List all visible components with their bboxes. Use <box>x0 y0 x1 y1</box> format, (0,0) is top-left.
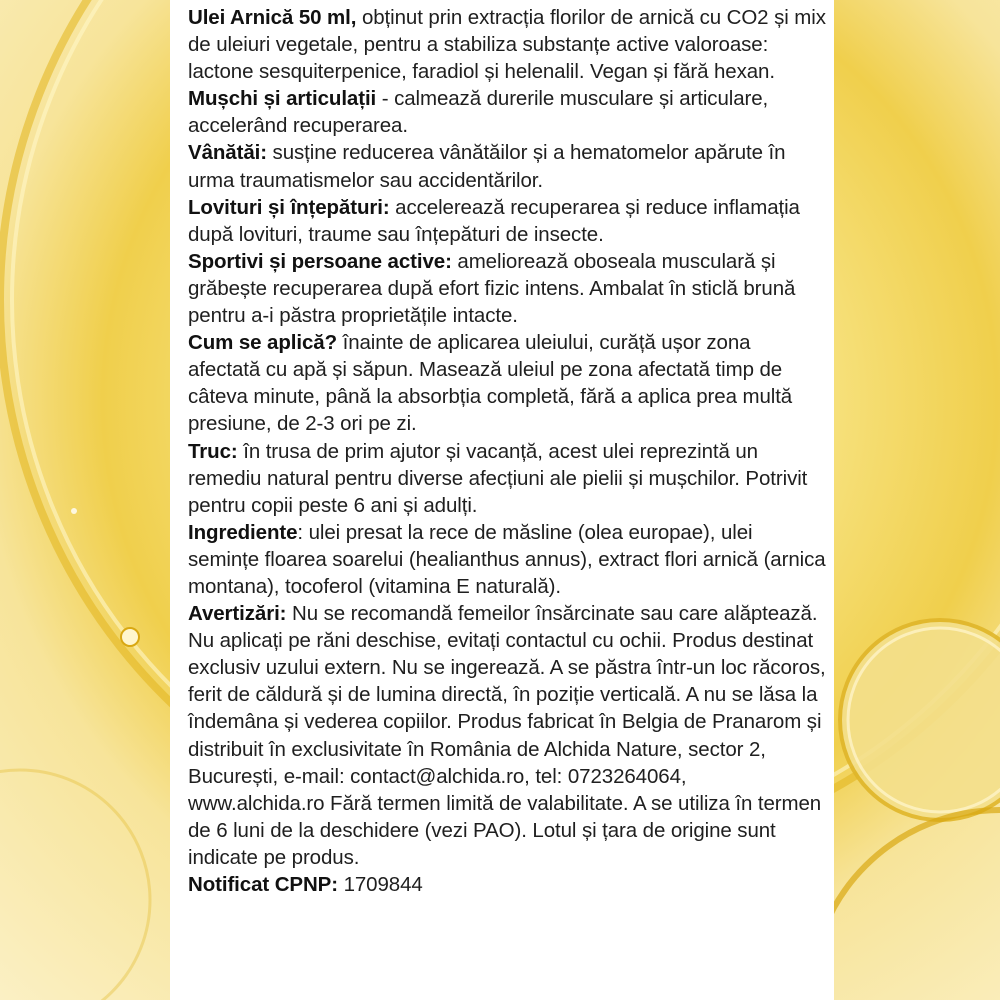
text-cpnp: 1709844 <box>337 873 423 896</box>
text-athletes: ameliorează oboseala musculară și grăbește recuperarea după efort fizic intens. Ambalat în sticlă brună pentru a-i păstra proprietățile intacte. <box>188 249 796 328</box>
paragraph-ingredients <box>188 519 828 600</box>
label-athletes: Sportivi și persoane active: <box>188 249 452 273</box>
paragraph-tip <box>188 438 828 519</box>
label-product-name: Ulei Arnică 50 ml, <box>188 6 357 29</box>
paragraph-warnings <box>188 600 828 871</box>
paragraph-athletes <box>188 248 828 329</box>
paragraph-cpnp <box>188 871 828 898</box>
text-bruises: susține reducerea vânătăilor și a hematomelor apărute în urma traumatismelor sau accidentărilor. <box>188 141 786 192</box>
text-product-intro: obținut prin extracția florilor de arnică cu CO2 și mix de uleiuri vegetale, pentru a stabiliza substanțe active valoroase: lactone sesquiterpenice, faradiol și helenalil. Vegan și fără hexan. <box>188 6 826 84</box>
label-tip: Truc: <box>188 439 238 463</box>
paragraph-muscles-joints <box>188 85 828 139</box>
text-muscles-joints: - calmează durerile musculare și articulare, accelerând recuperarea. <box>188 87 769 138</box>
text-how-to-apply: înainte de aplicarea uleiului, curăță ușor zona afectată cu apă și săpun. Masează uleiul pe zona afectată timp de câteva minute, până la absorbția completă, fără a aplica prea multă presiune, de 2-3 ori pe zi. <box>188 331 793 436</box>
label-how-to-apply: Cum se aplică? <box>188 331 337 355</box>
paragraph-how-to-apply <box>188 329 828 437</box>
label-bruises: Vânătăi: <box>188 141 267 165</box>
label-cpnp: Notificat CPNP: <box>188 873 338 896</box>
label-ingredients: Ingrediente <box>188 520 298 544</box>
label-bumps-stings: Lovituri și înțepături: <box>188 195 390 219</box>
paragraph-bruises <box>188 139 828 193</box>
text-bumps-stings: accelerează recuperarea și reduce inflamația după lovituri, traume sau înțepături de insecte. <box>188 195 800 246</box>
label-muscles-joints: Mușchi și articulații <box>188 87 377 111</box>
text-warnings: Nu se recomandă femeilor însărcinate sau care alăptează. Nu aplicați pe răni deschise, evitați contactul cu ochii. Produs destinat exclusiv uzului extern. Nu se ingerează. A se păstra într-un loc răcoros, ferit de căldură și de lumina directă, în poziție verticală. A nu se lăsa la îndemâna și vederea copiilor. Produs fabricat în Belgia de Pranarom și distribuit în exclusivitate în România de Alchida Nature, sector 2, București, e-mail: contact@alchida.ro, tel: 0723264064, www.alchida.ro Fără termen limită de valabilitate. A se utiliza în termen de 6 luni de la deschidere (vezi PAO). Lotul și țara de origine sunt indicate pe produs. <box>188 602 826 869</box>
product-description <box>188 4 828 898</box>
text-tip: în trusa de prim ajutor și vacanță, acest ulei reprezintă un remediu natural pentru diverse afecțiuni ale pielii și mușchilor. Potrivit pentru copii peste 6 ani și adulți. <box>188 439 808 517</box>
paragraph-product-intro <box>188 4 828 85</box>
text-ingredients: : ulei presat la rece de măsline (olea europae), ulei semințe floarea soarelui (healianthus annus), extract flori arnică (arnica montana), tocoferol (vitamina E naturală). <box>188 520 826 598</box>
paragraph-bumps-stings <box>188 194 828 248</box>
label-warnings: Avertizări: <box>188 602 287 626</box>
